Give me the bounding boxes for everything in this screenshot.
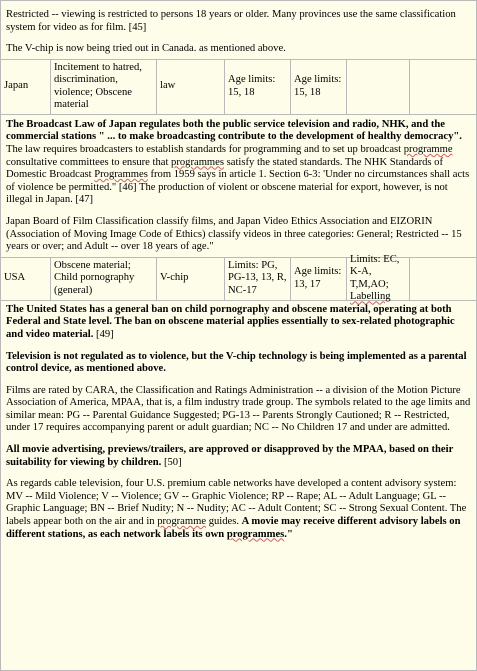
usa-paragraph-1: The United States has a general ban on child pornography and obscene material, operating at both Federal and State level. The ban on obscene material applies essentially to sex-related photographic and video material. [49] <box>6 303 455 340</box>
usa-text-block <box>1 301 476 545</box>
usa-material-cell: Obscene material; Child pornography (general) <box>51 258 157 300</box>
usa-notes-cell <box>410 258 476 300</box>
japan-video-cell: Age limits: 15, 18 <box>291 60 347 114</box>
usa-video-cell: Age limits: 13, 17 <box>291 258 347 300</box>
japan-control-cell: law <box>157 60 225 114</box>
intro-paragraph-1: Restricted -- viewing is restricted to persons 18 years or older. Many provinces use the same classification system for video as for film. [45] <box>6 9 456 33</box>
usa-table-row <box>1 253 476 303</box>
japan-notes-cell <box>410 60 476 114</box>
intro-paragraph-2: The V-chip is now being tried out in Canada. as mentioned above. <box>6 43 286 55</box>
usa-film-cell: Limits: PG, PG-13, 13, R, NC-17 <box>225 258 291 300</box>
japan-country-cell: Japan <box>1 60 51 114</box>
japan-film-cell: Age limits: 15, 18 <box>225 60 291 114</box>
usa-paragraph-3: Films are rated by CARA, the Classification and Ratings Administration -- a division of the Motion Picture Association of America, MPAA, that is, a film industry trade group. The symbols related to the age limits and similar mean: PG -- Parental Guidance Suggested; PG-13 -- Parents Strongly Cautioned; R -- Restricted, under 17 requires accompanying parent or adult guardian; NC -- No Children 17 and under are admitted. <box>6 384 471 434</box>
usa-paragraph-4: All movie advertising, previews/trailers, are approved or disapproved by the MPAA, based on their suitability for viewing by children. [50] <box>6 444 454 468</box>
japan-broadcast-law-lead: The Broadcast Law of Japan regulates both the public service television and radio, NHK, and the commercial stations " ... to make broadcasting contribute to the development of healthy democracy". <box>6 118 462 143</box>
usa-tv-cell: Limits: EC, K-A, T,M,AO; Labelling <box>347 258 410 300</box>
usa-control-cell: V-chip <box>157 258 225 300</box>
japan-table-row <box>1 60 476 115</box>
japan-text-block <box>1 115 476 258</box>
usa-country-cell: USA <box>1 258 51 300</box>
intro-block <box>1 1 476 60</box>
japan-tv-cell <box>347 60 410 114</box>
japan-material-cell: Incitement to hatred, discrimination, violence; Obscene material <box>51 60 157 114</box>
japan-paragraph-1: The Broadcast Law of Japan regulates both the public service television and radio, NHK, and the commercial stations " ... to make broadcasting contribute to the development of healthy democracy". The law requires broadcasters to establish standards for programming and to set up broadcast programme consultative committees to ensure that programmes satisfy the stated standards. The NHK Standards of Domestic Broadcast Programmes from 1959 says in article 1. Section 6-3: 'Under no circumstances shall acts of violence be permitted." [46] The production of violent or obscene material for export, however, is not illegal in Japan. [47] <box>6 118 470 206</box>
usa-paragraph-5: As regards cable television, four U.S. premium cable networks have developed a content advisory system: MV -- Mild Violence; V -- Violence; GV -- Graphic Violence; RP -- Rape; AL -- Adult Language; GL -- Graphic Language; BN -- Brief Nudity; N -- Nudity; AC -- Adult Content; SC -- Strong Sexual Content. The labels appear both on the air and in programme guides. A movie may receive different advisory labels on different stations, as each network labels its own programmes." <box>6 478 467 540</box>
usa-paragraph-2: Television is not regulated as to violence, but the V-chip technology is being implemented as a parental control device, as mentioned above. <box>6 350 467 375</box>
japan-paragraph-2: Japan Board of Film Classification classify films, and Japan Video Ethics Association and EIZORIN (Association of Moving Image Code of Ethics) classify videos in three categories: General; Restricted -- 15 years or over; and Adult -- over 18 years of age." <box>6 215 462 253</box>
